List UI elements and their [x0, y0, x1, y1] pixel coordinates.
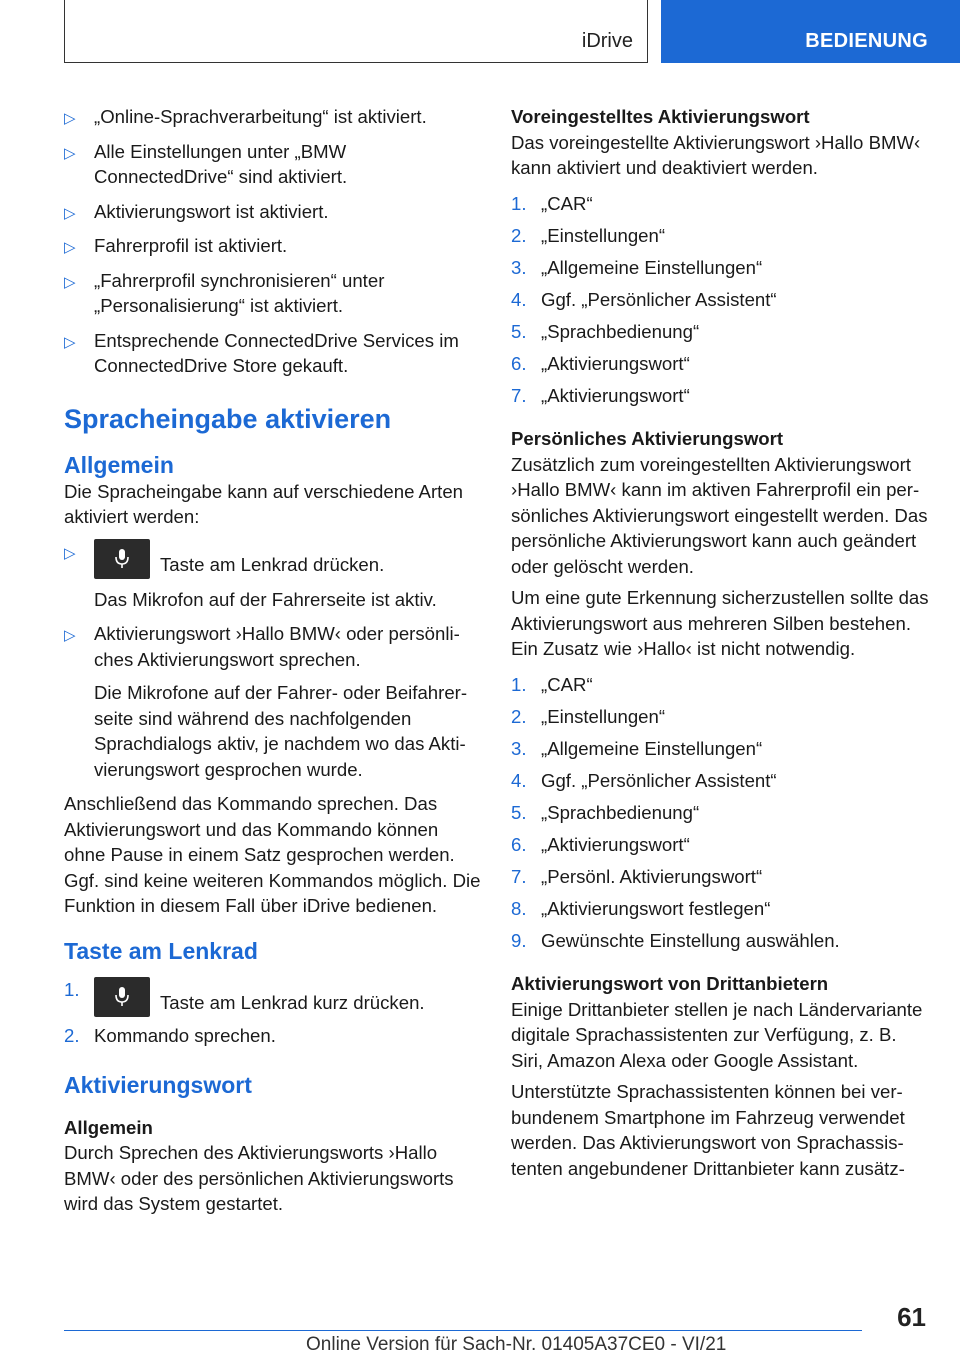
- step-number: 4.: [511, 288, 527, 310]
- step-number: 1.: [511, 673, 527, 695]
- step-item: [511, 672, 931, 698]
- step-text: „Allgemeine Einstellungen“: [541, 256, 763, 278]
- step-item: [511, 736, 931, 762]
- bullet-mic-button: [64, 539, 484, 613]
- page-number: 61: [897, 1302, 926, 1332]
- header-chapter-title: BEDIENUNG: [805, 30, 928, 52]
- step-text: Ggf. „Persönlicher Assistent“: [541, 769, 777, 791]
- step-item: [511, 287, 931, 313]
- after-paragraph: Anschließend das Kommando sprechen. Das Aktivierungswort und das Kommando können ohne Pause in einem Satz gesprochen werden. Ggf. sind keine weiteren Kommandos möglich. Die Funktion in diesem Fall über iDrive bedienen.: [64, 793, 481, 916]
- microphone-icon: [94, 977, 150, 1017]
- voreingestellt-steps: [511, 191, 931, 409]
- drittanbieter-paragraph-2: Unterstützte Sprachassistenten können bei verbundenem Smartphone im Fahrzeug verwendet werden. Das Aktivierungswort von Sprachassistenten angebundener Drittanbieter kann zusätz-: [511, 1081, 905, 1179]
- requirement-item: [64, 199, 484, 225]
- subheading-aktivierungswort: Aktivierungswort: [64, 1071, 252, 1098]
- step-item: [511, 864, 931, 890]
- requirement-text: Alle Einstellungen unter „BMW ConnectedDrive“ sind aktiviert.: [94, 140, 348, 187]
- requirement-item: [64, 104, 484, 130]
- step-number: 2.: [511, 705, 527, 727]
- requirement-item: [64, 328, 484, 379]
- step-number: 2.: [511, 224, 527, 246]
- subsubheading-voreingestellt: Voreingestelltes Aktivierungswort: [511, 106, 810, 127]
- triangle-right-icon: ▷: [64, 204, 76, 222]
- subsubheading-drittanbieter: Aktivierungswort von Drittanbietern: [511, 973, 829, 994]
- step-number: 3.: [511, 256, 527, 278]
- step-text: „Sprachbedienung“: [541, 320, 700, 342]
- persoenlich-paragraph-2: Um eine gute Erkennung sicherzustellen sollte das Aktivierungswort aus mehreren Silben bestehen. Ein Zusatz wie ›Hallo‹ ist nicht notwendig.: [511, 587, 929, 659]
- requirement-text: Entsprechende ConnectedDrive Services im ConnectedDrive Store gekauft.: [94, 329, 459, 376]
- requirement-item: [64, 233, 484, 259]
- step-item: [511, 928, 931, 954]
- requirement-item: [64, 268, 484, 319]
- step-item: [511, 383, 931, 409]
- persoenlich-paragraph-1: Zusätzlich zum voreingestellten Aktivierungswort ›Hallo BMW‹ kann im aktiven Fahrerprofil ein persönliches Aktivierungswort eingestellt werden. Das persönliche Aktivierungswort kann auch geändert oder gelöscht werden.: [511, 453, 928, 577]
- step-text: „Aktivierungswort“: [541, 384, 690, 406]
- step-text: „Aktivierungswort“: [541, 833, 690, 855]
- step-item: [511, 319, 931, 345]
- step-text: „Allgemeine Einstellungen“: [541, 737, 763, 759]
- right-column: [511, 104, 931, 1187]
- taste-step: [64, 1023, 484, 1049]
- left-column: [64, 104, 484, 1223]
- step-number: 3.: [511, 737, 527, 759]
- step-text: „Persönl. Aktivierungswort“: [541, 865, 763, 887]
- requirement-text: „Fahrerprofil synchronisieren“ unter „Personalisierung“ ist aktiviert.: [94, 269, 385, 316]
- header-section-box: [64, 0, 648, 63]
- step-text: Gewünschte Einstellung auswählen.: [541, 929, 840, 951]
- voreingestellt-paragraph: Das voreingestellte Aktivierungswort ›Hallo BMW‹ kann aktiviert und deaktiviert werden.: [511, 131, 921, 178]
- bullet-mic-subtext: Das Mikrofon auf der Fahrerseite ist aktiv.: [94, 588, 437, 610]
- step-item: [511, 191, 931, 217]
- triangle-right-icon: ▷: [64, 544, 76, 562]
- requirement-item: [64, 139, 484, 190]
- subheading-allgemein: Allgemein: [64, 451, 174, 478]
- step-text: „CAR“: [541, 192, 593, 214]
- step-number: 1.: [511, 192, 527, 214]
- step-item: [511, 768, 931, 794]
- allgemein-paragraph: Durch Sprechen des Aktivierungsworts ›Hallo BMW‹ oder des persönlichen Aktivierungsworts wird das System gestartet.: [64, 1142, 454, 1214]
- triangle-right-icon: ▷: [64, 110, 76, 127]
- step-number: 5.: [511, 320, 527, 342]
- drittanbieter-paragraph-1: Einige Drittanbieter stellen je nach Ländervariante digitale Sprachassistenten zur Verfügung, z. B. Siri, Amazon Alexa oder Google Assistant.: [511, 998, 923, 1071]
- bullet-word-text: Aktivierungswort ›Hallo BMW‹ oder persönliches Aktivierungswort sprechen.: [94, 623, 460, 670]
- step-number: 6.: [511, 833, 527, 855]
- step-number: 7.: [511, 865, 527, 887]
- microphone-icon: [94, 539, 150, 579]
- requirements-list: [64, 104, 484, 379]
- step-number: 5.: [511, 801, 527, 823]
- step-text: „Einstellungen“: [541, 705, 666, 727]
- step-text: „Sprachbedienung“: [541, 801, 700, 823]
- subsubheading-persoenlich: Persönliches Aktivierungswort: [511, 428, 784, 449]
- step-number: 1.: [64, 978, 80, 1000]
- bullet-activation-word: [64, 621, 484, 782]
- taste-step: [64, 977, 484, 1017]
- step-number: 4.: [511, 769, 527, 791]
- triangle-right-icon: ▷: [64, 627, 76, 644]
- step-text: Taste am Lenkrad kurz drücken.: [160, 991, 425, 1013]
- step-number: 2.: [64, 1025, 80, 1046]
- footer-divider: [64, 1330, 862, 1331]
- step-number: 6.: [511, 352, 527, 374]
- subheading-taste-am-lenkrad: Taste am Lenkrad: [64, 937, 258, 964]
- step-number: 9.: [511, 929, 527, 951]
- header-chapter-box: [661, 0, 960, 63]
- step-item: [511, 832, 931, 858]
- step-item: [511, 896, 931, 922]
- step-item: [511, 704, 931, 730]
- triangle-right-icon: ▷: [64, 144, 76, 162]
- header-section-title: iDrive: [581, 30, 633, 52]
- step-text: „Einstellungen“: [541, 224, 666, 246]
- subsubheading-allgemein: Allgemein: [64, 1116, 153, 1138]
- step-item: [511, 223, 931, 249]
- section-heading-spracheingabe: Spracheingabe aktivieren: [64, 403, 392, 434]
- step-item: [511, 800, 931, 826]
- persoenlich-steps: [511, 672, 931, 954]
- step-item: [511, 255, 931, 281]
- requirement-text: Fahrerprofil ist aktiviert.: [94, 235, 288, 256]
- bullet-word-subtext: Die Mikrofone auf der Fahrer- oder Beifahrerseite sind während des nachfolgenden Sprachdialogs aktiv, je nachdem wo das Aktivierungswort gesprochen wurde.: [94, 682, 468, 780]
- requirement-text: „Online-Sprachverarbeitung“ ist aktiviert.: [94, 106, 427, 127]
- footer-online-version: Online Version für Sach-Nr. 01405A37CE0 - VI/21: [306, 1334, 727, 1355]
- step-text: Ggf. „Persönlicher Assistent“: [541, 288, 777, 310]
- triangle-right-icon: ▷: [64, 333, 76, 351]
- step-text: „Aktivierungswort“: [541, 352, 690, 374]
- step-text: „CAR“: [541, 673, 593, 695]
- step-text: Kommando sprechen.: [94, 1025, 276, 1046]
- step-text: „Aktivierungswort festlegen“: [541, 897, 771, 919]
- bullet-mic-text: Taste am Lenkrad drücken.: [160, 553, 385, 575]
- requirement-text: Aktivierungswort ist aktiviert.: [94, 200, 329, 222]
- intro-paragraph: Die Spracheingabe kann auf verschiedene Arten aktiviert werden:: [64, 480, 464, 527]
- step-number: 7.: [511, 384, 527, 406]
- triangle-right-icon: ▷: [64, 239, 76, 256]
- step-item: [511, 351, 931, 377]
- step-number: 8.: [511, 897, 527, 919]
- triangle-right-icon: ▷: [64, 273, 76, 291]
